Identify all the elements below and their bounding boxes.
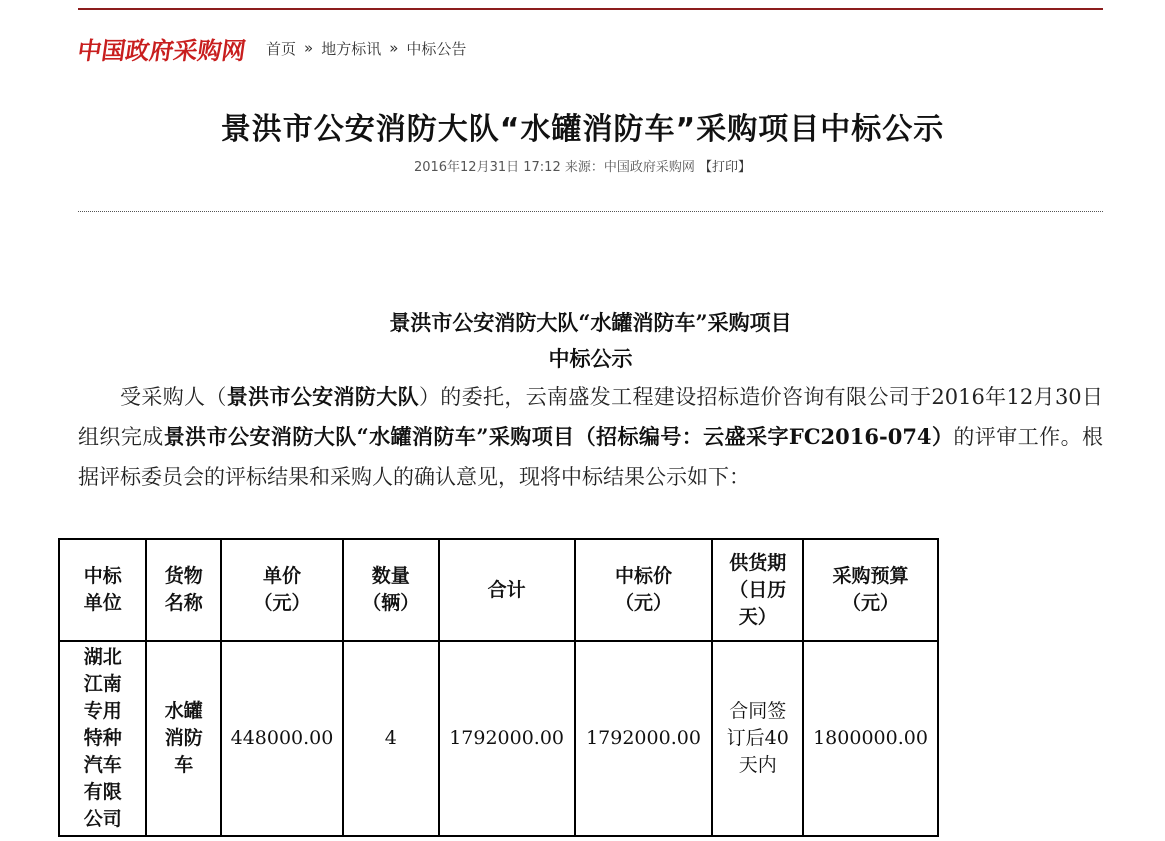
notice-heading-line1: 景洪市公安消防大队“水罐消防车”采购项目 xyxy=(389,310,792,335)
header-goods: 货物 名称 xyxy=(146,539,221,641)
notice-heading-line2: 中标公示 xyxy=(548,346,633,371)
page-title: 景洪市公安消防大队“水罐消防车”采购项目中标公示 xyxy=(220,112,945,147)
cell-budget: 1800000.00 xyxy=(803,641,938,836)
source-label: 来源： xyxy=(564,160,604,175)
site-logo[interactable]: 中国政府采购网 xyxy=(75,35,248,65)
cell-unit-price: 448000.00 xyxy=(221,641,343,836)
notice-content xyxy=(78,305,1103,497)
breadcrumb xyxy=(266,38,466,59)
print-link[interactable]: 【打印】 xyxy=(699,160,752,175)
site-header xyxy=(75,30,467,66)
header-total: 合计 xyxy=(439,539,575,641)
divider xyxy=(78,211,1103,212)
breadcrumb-local-bids[interactable]: 地方标讯 xyxy=(321,39,382,58)
notice-paragraph xyxy=(78,377,1103,497)
article-meta xyxy=(0,156,1165,175)
project-name: 景洪市公安消防大队“水罐消防车”采购项目（招标编号：云盛采字FC2016-074） xyxy=(163,424,954,449)
results-table xyxy=(58,538,939,837)
top-rule xyxy=(78,8,1103,10)
header-bid-price: 中标价 （元） xyxy=(575,539,713,641)
breadcrumb-home[interactable]: 首页 xyxy=(266,39,297,58)
purchaser-name: 景洪市公安消防大队 xyxy=(226,384,419,409)
header-unit-price: 单价 （元） xyxy=(221,539,343,641)
cell-quantity: 4 xyxy=(343,641,439,836)
header-delivery: 供货期 （日历 天） xyxy=(712,539,803,641)
header-budget: 采购预算 （元） xyxy=(803,539,938,641)
header-supplier: 中标 单位 xyxy=(59,539,146,641)
breadcrumb-award-notices[interactable]: 中标公告 xyxy=(406,39,467,58)
breadcrumb-separator: » xyxy=(389,39,399,57)
p1-c: 的评审工作。根据评标委员会的评标结果和采购人的确认意见，现将中标结果公示如下： xyxy=(78,425,1104,489)
cell-total: 1792000.00 xyxy=(439,641,575,836)
cell-goods: 水罐 消防 车 xyxy=(146,641,221,836)
breadcrumb-separator: » xyxy=(304,39,314,57)
p1-b: ）的委托，云南盛发工程建设招标造价咨询有限公司于2016年12月30日组织完成 xyxy=(78,385,1104,449)
table-header-row xyxy=(59,539,938,641)
cell-bid-price: 1792000.00 xyxy=(575,641,713,836)
article-source: 中国政府采购网 xyxy=(603,160,695,175)
cell-supplier: 湖北 江南 专用 特种 汽车 有限 公司 xyxy=(59,641,146,836)
table-row xyxy=(59,641,938,836)
header-quantity: 数量 （辆） xyxy=(343,539,439,641)
article-date: 2016年12月31日 17:12 xyxy=(413,160,561,175)
cell-delivery: 合同签 订后40 天内 xyxy=(712,641,803,836)
p1-a: 受采购人（ xyxy=(120,385,227,409)
